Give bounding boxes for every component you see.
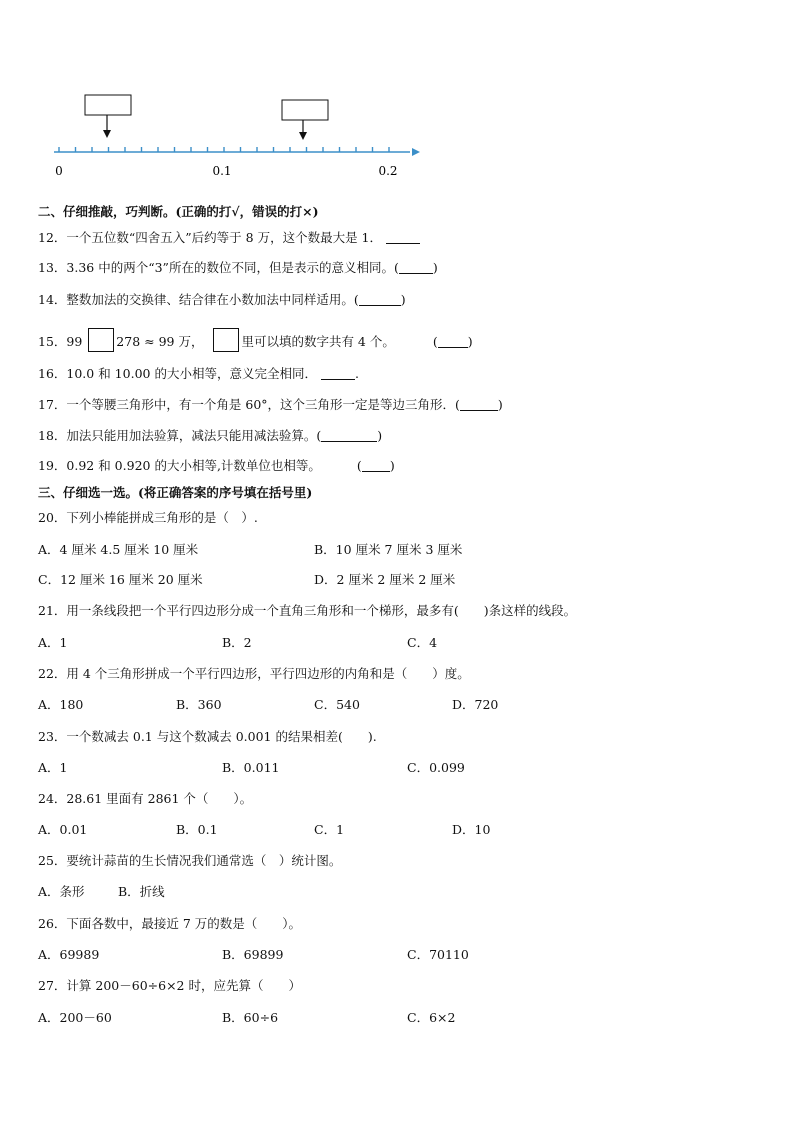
question-24-option-c[interactable]: C．1 [314, 822, 345, 837]
question-20-option-a[interactable]: A．4 厘米 4.5 厘米 10 厘米 [38, 542, 199, 557]
question-27-option-a[interactable]: A．200－60 [38, 1010, 112, 1025]
question-22-stem: 22．用 4 个三角形拼成一个平行四边形，平行四边形的内角和是（ ）度。 [38, 666, 470, 681]
question-15-text-a: 15．99 [38, 334, 83, 349]
question-23-option-a[interactable]: A．1 [38, 760, 68, 775]
question-26-option-a[interactable]: A．69989 [38, 947, 100, 962]
question-24-option-a[interactable]: A．0.01 [38, 822, 88, 837]
question-26-option-c[interactable]: C．70110 [407, 947, 469, 962]
question-26-stem: 26．下面各数中，最接近 7 万的数是（ ）。 [38, 916, 302, 931]
digit-box-1[interactable] [88, 328, 114, 352]
answer-box-right [282, 100, 328, 120]
question-27-option-c[interactable]: C．6×2 [407, 1010, 456, 1025]
question-15 [38, 328, 473, 352]
question-17-text: 17．一个等腰三角形中，有一个角是 60°，这个三角形一定是等边三角形．( [38, 397, 460, 412]
question-13-close: ) [432, 260, 438, 275]
question-22-option-b[interactable]: B．360 [176, 697, 222, 712]
question-24-option-d[interactable]: D．10 [452, 822, 491, 837]
question-13 [38, 260, 438, 276]
question-22-option-d[interactable]: D．720 [452, 697, 499, 712]
section2-title: 二、仔细推敲，巧判断。(正确的打√，错误的打×) [38, 204, 319, 219]
question-17-close: ) [497, 397, 503, 412]
question-12 [38, 230, 420, 246]
answer-box-left [85, 95, 131, 115]
question-25-stem: 25．要统计蒜苗的生长情况我们通常选（ ）统计图。 [38, 853, 342, 868]
question-17 [38, 397, 503, 413]
question-18 [38, 428, 382, 444]
question-16-end: . [354, 366, 359, 381]
question-14 [38, 292, 406, 308]
digit-box-2[interactable] [213, 328, 239, 352]
question-18-close: ) [377, 428, 383, 443]
question-13-text: 13．3.36 中的两个“3”所在的数位不同，但是表示的意义相同。( [38, 260, 399, 275]
question-27-stem: 27．计算 200－60÷6×2 时，应先算（ ） [38, 978, 301, 993]
answer-blank-13[interactable] [399, 261, 433, 274]
number-line [40, 85, 440, 185]
question-26-option-b[interactable]: B．69899 [222, 947, 284, 962]
question-12-text: 12．一个五位数“四舍五入”后约等于 8 万，这个数最大是 1． [38, 230, 383, 245]
question-23-option-c[interactable]: C．0.099 [407, 760, 465, 775]
answer-blank-12[interactable] [386, 231, 420, 244]
question-23-option-b[interactable]: B．0.011 [222, 760, 280, 775]
question-16-text: 16．10.0 和 10.00 的大小相等，意义完全相同． [38, 366, 317, 381]
answer-blank-16[interactable] [321, 367, 355, 380]
tick-label-0-2: 0.2 [378, 164, 398, 178]
question-16 [38, 366, 359, 382]
question-21-stem: 21．用一条线段把一个平行四边形分成一个直角三角形和一个梯形，最多有( )条这样的线段。 [38, 603, 577, 618]
question-22-option-c[interactable]: C．540 [314, 697, 360, 712]
section3-title: 三、仔细选一选。(将正确答案的序号填在括号里) [38, 485, 313, 500]
question-19-text: 19．0.92 和 0.920 的大小相等,计数单位也相等。 [38, 458, 321, 473]
question-21-option-a[interactable]: A．1 [38, 635, 68, 650]
question-15-text-c: 里可以填的数字共有 4 个。 [241, 334, 395, 349]
pointer-arrowhead-right [299, 132, 307, 140]
question-18-text: 18．加法只能用加法验算，减法只能用减法验算。( [38, 428, 322, 443]
answer-blank-18[interactable] [321, 429, 377, 442]
answer-blank-19[interactable] [362, 459, 390, 472]
tick-label-0-1: 0.1 [212, 164, 232, 178]
question-21-option-c[interactable]: C．4 [407, 635, 438, 650]
question-19-open: ( [356, 458, 362, 473]
question-23-stem: 23．一个数减去 0.1 与这个数减去 0.001 的结果相差( ). [38, 729, 377, 744]
question-25-option-a[interactable]: A．条形 [38, 884, 85, 899]
question-24-stem: 24．28.61 里面有 2861 个（ ）。 [38, 791, 253, 806]
answer-blank-15[interactable] [438, 335, 468, 348]
question-20-stem: 20．下列小棒能拼成三角形的是（ ）. [38, 510, 258, 525]
question-19 [38, 458, 395, 474]
question-14-close: ) [400, 292, 406, 307]
question-20-option-b[interactable]: B．10 厘米 7 厘米 3 厘米 [314, 542, 463, 557]
question-24-option-b[interactable]: B．0.1 [176, 822, 218, 837]
answer-blank-17[interactable] [460, 398, 498, 411]
number-line-arrowhead [412, 148, 420, 156]
question-15-open: ( [432, 334, 438, 349]
tick-label-0: 0 [55, 164, 63, 178]
question-20-option-c[interactable]: C．12 厘米 16 厘米 20 厘米 [38, 572, 203, 587]
question-22-option-a[interactable]: A．180 [38, 697, 84, 712]
question-25-option-b[interactable]: B．折线 [118, 884, 165, 899]
question-15-close: ) [467, 334, 473, 349]
question-19-close: ) [389, 458, 395, 473]
question-15-text-b: 278 ≈ 99 万， [116, 334, 204, 349]
answer-blank-14[interactable] [359, 293, 401, 306]
question-14-text: 14．整数加法的交换律、结合律在小数加法中同样适用。( [38, 292, 359, 307]
question-20-option-d[interactable]: D．2 厘米 2 厘米 2 厘米 [314, 572, 456, 587]
question-27-option-b[interactable]: B．60÷6 [222, 1010, 279, 1025]
pointer-arrowhead-left [103, 130, 111, 138]
question-21-option-b[interactable]: B．2 [222, 635, 252, 650]
